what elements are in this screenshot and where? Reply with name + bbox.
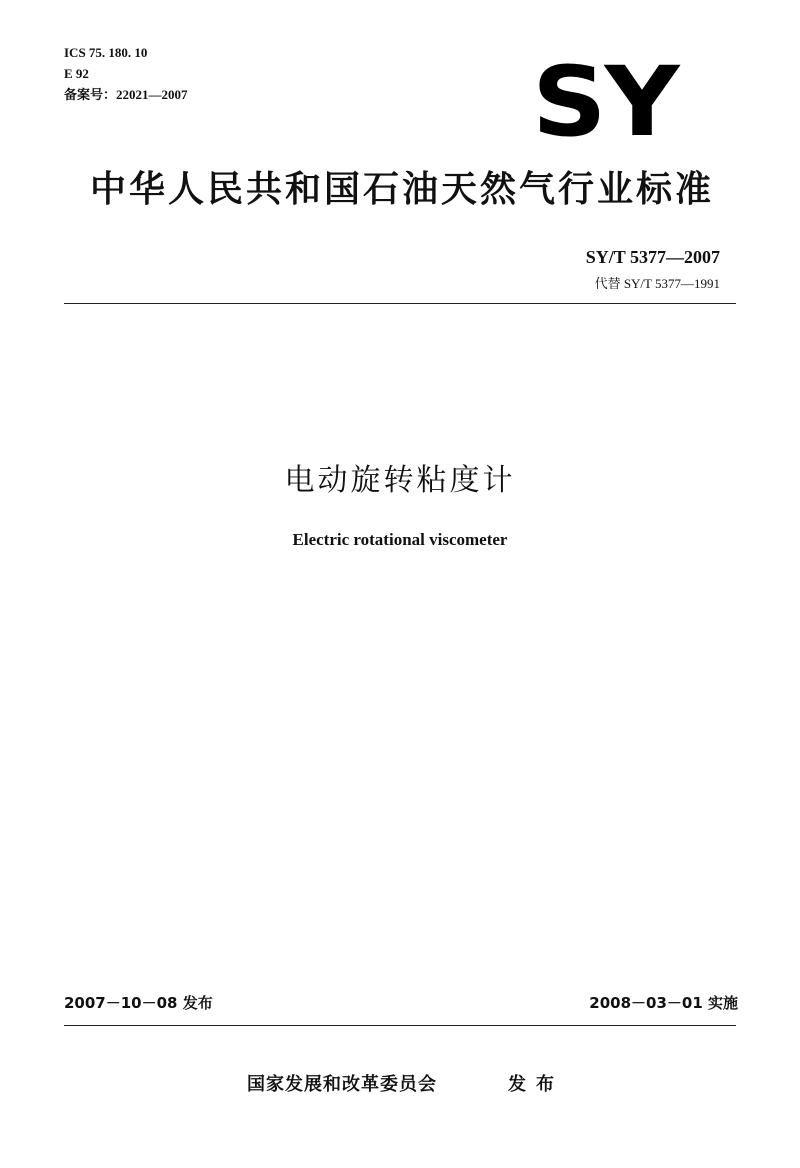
implementation-date: 2008－03－01 实施 xyxy=(589,994,738,1012)
issue-date: 2007－10－08 发布 xyxy=(64,994,213,1012)
document-metadata xyxy=(64,42,188,105)
replaces-standard: 代替 SY/T 5377—1991 xyxy=(594,276,720,291)
standard-number: SY/T 5377—2007 xyxy=(585,247,720,267)
document-title-chinese: 电动旋转粘度计 xyxy=(284,463,516,498)
classification-code: E 92 xyxy=(64,66,89,81)
standard-title: 中华人民共和国石油天然气行业标准 xyxy=(90,169,715,210)
ics-code: ICS 75. 180. 10 xyxy=(64,45,148,60)
sy-logo: SY xyxy=(532,46,678,158)
bottom-divider xyxy=(64,1025,736,1026)
filing-number: 备案号：22021—2007 xyxy=(64,87,188,102)
issuer-action: 发布 xyxy=(508,1074,564,1095)
document-title-english: Electric rotational viscometer xyxy=(292,530,508,549)
top-divider xyxy=(64,303,736,304)
issuing-authority: 国家发展和改革委员会 xyxy=(247,1074,437,1095)
